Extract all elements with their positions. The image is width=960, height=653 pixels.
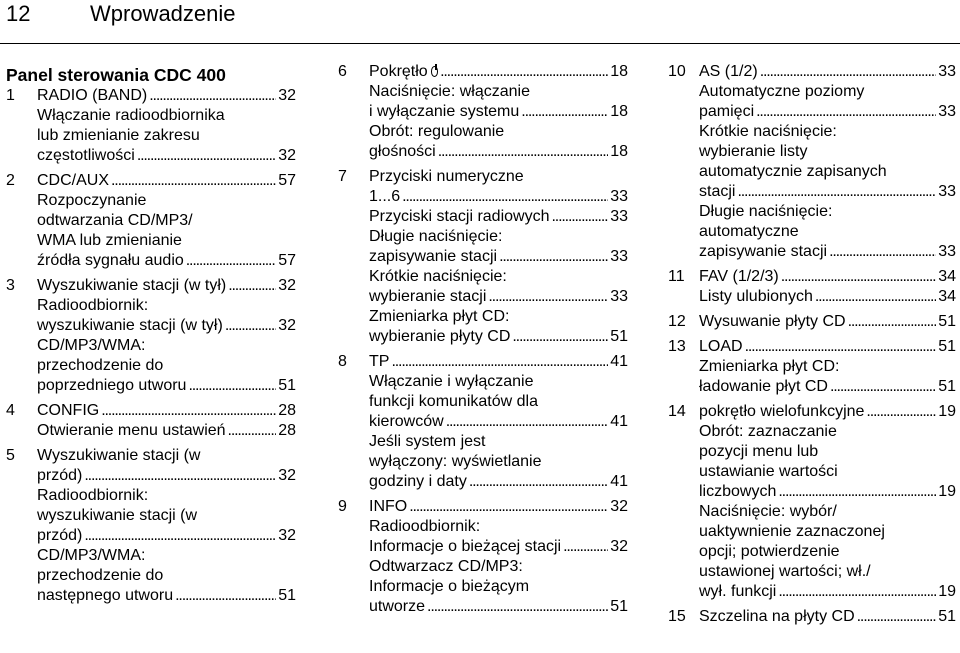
index-entry	[699, 62, 956, 82]
column-3	[668, 62, 956, 632]
page-reference: 51	[278, 587, 296, 604]
index-entry	[37, 276, 296, 296]
index-entry	[37, 466, 296, 486]
entry-text: poprzedniego utworu	[37, 377, 187, 394]
dot-leader	[488, 287, 608, 303]
index-item	[668, 312, 956, 332]
dot-leader	[848, 312, 937, 328]
section-heading: Panel sterowania CDC 400	[6, 65, 226, 85]
entry-text: Automatyczne poziomy	[699, 83, 865, 100]
page-reference: 32	[278, 467, 296, 484]
entry-text: CDC/AUX	[37, 172, 110, 189]
page-title: Wprowadzenie	[90, 1, 236, 26]
item-number: 1	[6, 87, 15, 104]
entry-text: Radioodbiornik:	[369, 518, 481, 535]
dot-leader	[499, 247, 608, 263]
page-reference: 32	[278, 277, 296, 294]
dot-leader	[745, 337, 937, 353]
entry-text: przechodzenie do	[37, 357, 164, 374]
index-entry	[37, 376, 296, 396]
column-2	[338, 62, 628, 622]
entry-text: częstotliwości	[37, 147, 135, 164]
entry-text: pokrętło wielofunkcyjne	[699, 403, 865, 420]
index-entry	[699, 402, 956, 422]
item-list-col2	[338, 62, 628, 617]
page-reference: 18	[610, 63, 628, 80]
entry-text: Informacje o bieżącym	[369, 578, 530, 595]
index-entry	[699, 267, 956, 287]
item-number: 8	[338, 353, 347, 370]
dot-leader	[228, 421, 277, 437]
page-reference: 51	[278, 377, 296, 394]
entry-text: Obrót: zaznaczanie	[699, 423, 837, 440]
entry-text: ustawionej wartości; wł./	[699, 563, 871, 580]
entry-text: liczbowych	[699, 483, 777, 500]
page-number: 12	[6, 1, 31, 26]
index-entry	[37, 86, 296, 106]
index-entry	[37, 526, 296, 546]
entry-text: Szczelina na płyty CD	[699, 608, 855, 625]
page-reference: 28	[278, 422, 296, 439]
entry-text: Obrót: regulowanie	[369, 123, 505, 140]
entry-text: wybieranie listy	[699, 143, 808, 160]
index-entry	[699, 102, 956, 122]
item-list-col3	[668, 62, 956, 627]
index-entry	[369, 412, 628, 432]
dot-leader	[512, 327, 608, 343]
page-reference: 32	[278, 87, 296, 104]
page-reference: 18	[610, 103, 628, 120]
index-entry	[699, 482, 956, 502]
page-reference: 57	[278, 252, 296, 269]
page-reference: 57	[278, 172, 296, 189]
page-reference: 41	[610, 413, 628, 430]
page-reference: 33	[938, 183, 956, 200]
index-entry	[369, 597, 628, 617]
dot-leader	[391, 352, 608, 368]
power-knob-icon	[431, 66, 438, 77]
entry-text: odtwarzania CD/MP3/	[37, 212, 193, 229]
dot-leader	[149, 86, 276, 102]
entry-text: ładowanie płyt CD	[699, 378, 828, 395]
entry-text: wybieranie stacji	[369, 288, 487, 305]
entry-text: Przyciski numeryczne	[369, 168, 524, 185]
dot-leader	[866, 402, 936, 418]
page-reference: 18	[610, 143, 628, 160]
entry-text: CD/MP3/WMA:	[37, 337, 146, 354]
index-item	[6, 171, 296, 271]
entry-text: następnego utworu	[37, 587, 174, 604]
item-number: 11	[668, 268, 685, 285]
entry-text: Długie naciśnięcie:	[699, 203, 833, 220]
entry-text: ustawianie wartości	[699, 463, 838, 480]
index-item	[6, 276, 296, 396]
dot-leader	[440, 62, 608, 78]
index-item	[668, 402, 956, 602]
entry-text: wył. funkcji	[699, 583, 777, 600]
dot-leader	[737, 182, 936, 198]
index-item	[338, 167, 628, 347]
page-reference: 41	[610, 353, 628, 370]
entry-text: pamięci	[699, 103, 755, 120]
entry-text: TP	[369, 353, 390, 370]
index-entry	[37, 401, 296, 421]
dot-leader	[781, 267, 936, 283]
dot-leader	[101, 401, 276, 417]
entry-text: WMA lub zmienianie	[37, 232, 182, 249]
page-reference: 33	[938, 103, 956, 120]
entry-text: Wyszukiwanie stacji (w tył)	[37, 277, 227, 294]
dot-leader	[111, 171, 276, 187]
entry-text: Zmieniarka płyt CD:	[699, 358, 840, 375]
dot-leader	[446, 412, 609, 428]
entry-text: 1...6	[369, 188, 401, 205]
dot-leader	[186, 251, 276, 267]
entry-text: i wyłączanie systemu	[369, 103, 520, 120]
index-entry	[699, 377, 956, 397]
page-reference: 19	[938, 483, 956, 500]
index-entry	[699, 337, 956, 357]
entry-text: Długie naciśnięcie:	[369, 228, 503, 245]
page-reference: 32	[278, 147, 296, 164]
page-reference: 32	[610, 538, 628, 555]
header-divider	[0, 43, 960, 44]
index-item	[668, 267, 956, 307]
dot-leader	[402, 187, 608, 203]
dot-leader	[778, 582, 936, 598]
index-entry	[37, 421, 296, 441]
index-item	[668, 337, 956, 397]
index-entry	[37, 586, 296, 606]
item-number: 3	[6, 277, 15, 294]
entry-text: Włączanie radioodbiornika	[37, 107, 225, 124]
entry-text: Radioodbiornik:	[37, 297, 149, 314]
entry-text: INFO	[369, 498, 408, 515]
page-reference: 51	[938, 608, 956, 625]
item-number: 5	[6, 447, 15, 464]
page-reference: 34	[938, 288, 956, 305]
entry-text: Informacje o bieżącej stacji	[369, 538, 562, 555]
dot-leader	[438, 142, 609, 158]
dot-leader	[857, 607, 937, 623]
index-entry	[699, 242, 956, 262]
entry-text: przód)	[37, 467, 83, 484]
page-reference: 41	[610, 473, 628, 490]
index-entry	[369, 497, 628, 517]
page-header	[0, 0, 960, 44]
index-entry	[369, 327, 628, 347]
dot-leader	[830, 377, 936, 393]
index-entry	[37, 171, 296, 191]
dot-leader	[521, 102, 608, 118]
index-entry	[369, 187, 628, 207]
dot-leader	[225, 316, 276, 332]
index-entry	[37, 316, 296, 336]
item-number: 7	[338, 168, 347, 185]
page-reference: 34	[938, 268, 956, 285]
item-number: 4	[6, 402, 15, 419]
page-reference: 32	[610, 498, 628, 515]
column-1	[6, 64, 296, 611]
item-number: 14	[668, 403, 686, 420]
entry-text: Listy ulubionych	[699, 288, 813, 305]
item-number: 6	[338, 63, 347, 80]
index-item	[338, 62, 628, 162]
entry-text: Naciśnięcie: włączanie	[369, 83, 530, 100]
entry-text: LOAD	[699, 338, 743, 355]
entry-text: wybieranie płyty CD	[369, 328, 511, 345]
page-reference: 32	[278, 317, 296, 334]
page-reference: 33	[610, 188, 628, 205]
dot-leader	[760, 62, 937, 78]
entry-text: pozycji menu lub	[699, 443, 819, 460]
index-item	[668, 607, 956, 627]
page-reference: 51	[610, 598, 628, 615]
index-entry	[369, 142, 628, 162]
index-entry	[369, 247, 628, 267]
entry-text: Rozpoczynanie	[37, 192, 147, 209]
entry-text: przechodzenie do	[37, 567, 164, 584]
item-number: 12	[668, 313, 686, 330]
index-entry	[369, 352, 628, 372]
page-reference: 19	[938, 403, 956, 420]
page-reference: 51	[938, 378, 956, 395]
page-reference: 51	[938, 313, 956, 330]
index-entry	[369, 207, 628, 227]
dot-leader	[84, 526, 276, 542]
entry-text: Radioodbiornik:	[37, 487, 149, 504]
entry-text: głośności	[369, 143, 436, 160]
dot-leader	[188, 376, 276, 392]
index-entry	[699, 182, 956, 202]
entry-text: kierowców	[369, 413, 444, 430]
item-list-col1	[6, 86, 296, 606]
entry-text: lub zmienianie zakresu	[37, 127, 200, 144]
dot-leader	[815, 287, 936, 303]
entry-text: uaktywnienie zaznaczonej	[699, 523, 885, 540]
page-reference: 33	[610, 208, 628, 225]
dot-leader	[778, 482, 936, 498]
index-item	[668, 62, 956, 262]
entry-text: źródła sygnału audio	[37, 252, 184, 269]
page-reference: 19	[938, 583, 956, 600]
dot-leader	[84, 466, 276, 482]
index-entry	[699, 312, 956, 332]
entry-text: zapisywanie stacji	[699, 243, 828, 260]
index-entry	[699, 607, 956, 627]
entry-text: funkcji komunikatów dla	[369, 393, 538, 410]
entry-text: Wyszukiwanie stacji (w	[37, 447, 201, 464]
entry-text: wyłączony: wyświetlanie	[369, 453, 542, 470]
entry-text: Wysuwanie płyty CD	[699, 313, 846, 330]
index-entry	[369, 537, 628, 557]
item-number: 10	[668, 63, 686, 80]
entry-text: opcji; potwierdzenie	[699, 543, 840, 560]
entry-text: przód)	[37, 527, 83, 544]
entry-text: stacji	[699, 183, 736, 200]
index-entry	[369, 102, 628, 122]
entry-text: RADIO (BAND)	[37, 87, 148, 104]
entry-text: utworze	[369, 598, 426, 615]
dot-leader	[829, 242, 936, 258]
entry-text: automatyczne	[699, 223, 799, 240]
index-item	[6, 446, 296, 606]
entry-text: wyszukiwanie stacji (w tył)	[37, 317, 223, 334]
entry-text: CONFIG	[37, 402, 100, 419]
entry-text: Odtwarzacz CD/MP3:	[369, 558, 523, 575]
dot-leader	[469, 472, 608, 488]
dot-leader	[563, 537, 608, 553]
index-entry	[369, 287, 628, 307]
page-reference: 51	[610, 328, 628, 345]
entry-text: Otwieranie menu ustawień	[37, 422, 226, 439]
entry-text: Jeśli system jest	[369, 433, 486, 450]
page-reference: 32	[278, 527, 296, 544]
entry-text: Włączanie i wyłączanie	[369, 373, 534, 390]
entry-text: FAV (1/2/3)	[699, 268, 779, 285]
entry-text: AS (1/2)	[699, 63, 758, 80]
index-entry	[699, 287, 956, 307]
page-reference: 33	[610, 248, 628, 265]
dot-leader	[137, 146, 276, 162]
item-number: 2	[6, 172, 15, 189]
entry-text: automatycznie zapisanych	[699, 163, 887, 180]
index-item	[338, 497, 628, 617]
entry-text: Przyciski stacji radiowych	[369, 208, 550, 225]
index-entry	[37, 251, 296, 271]
entry-text: Pokrętło	[369, 63, 428, 80]
dot-leader	[427, 597, 608, 613]
entry-text: Zmieniarka płyt CD:	[369, 308, 510, 325]
item-number: 13	[668, 338, 686, 355]
entry-text: zapisywanie stacji	[369, 248, 498, 265]
entry-text: CD/MP3/WMA:	[37, 547, 146, 564]
index-entry	[699, 582, 956, 602]
entry-text: godziny i daty	[369, 473, 467, 490]
dot-leader	[551, 207, 608, 223]
entry-text: Naciśnięcie: wybór/	[699, 503, 837, 520]
entry-text: Krótkie naciśnięcie:	[369, 268, 507, 285]
item-number: 15	[668, 608, 686, 625]
dot-leader	[175, 586, 276, 602]
page-reference: 33	[610, 288, 628, 305]
index-item	[338, 352, 628, 492]
page-reference: 51	[938, 338, 956, 355]
index-entry	[37, 146, 296, 166]
index-item	[6, 401, 296, 441]
entry-text: wyszukiwanie stacji (w	[37, 507, 198, 524]
entry-text: Krótkie naciśnięcie:	[699, 123, 837, 140]
page-reference: 33	[938, 63, 956, 80]
dot-leader	[228, 276, 276, 292]
index-entry	[369, 62, 628, 82]
page-reference: 33	[938, 243, 956, 260]
index-entry	[369, 472, 628, 492]
item-number: 9	[338, 498, 347, 515]
index-item	[6, 86, 296, 166]
dot-leader	[756, 102, 936, 118]
dot-leader	[409, 497, 608, 513]
page-reference: 28	[278, 402, 296, 419]
